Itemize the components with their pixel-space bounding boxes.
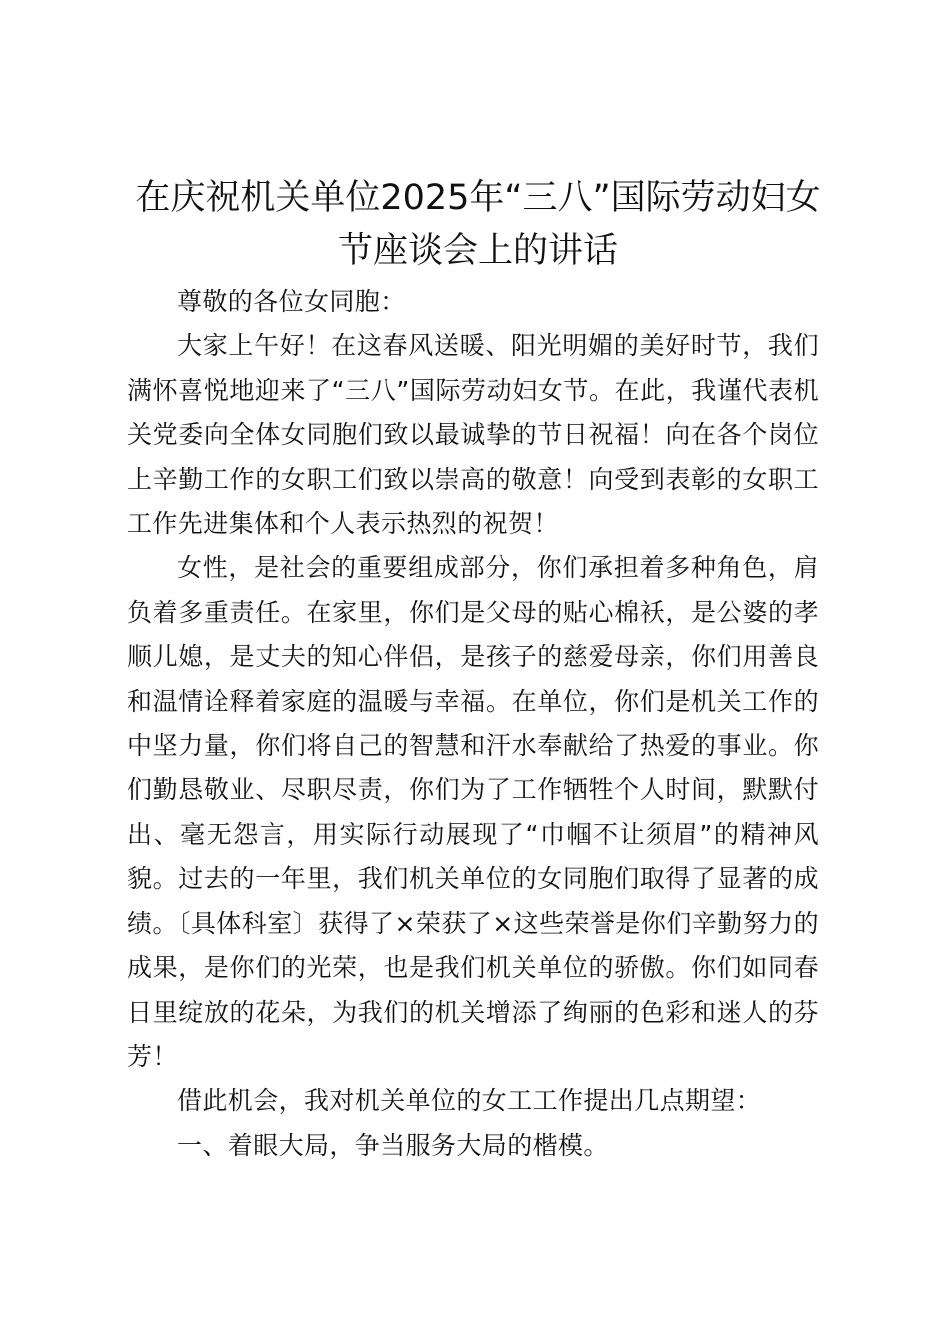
salutation: 尊敬的各位女同胞： <box>177 287 406 316</box>
section-heading-1: 一、着眼大局，争当服务大局的楷模。 <box>177 1130 609 1160</box>
document-title: 在庆祝机关单位2025年“三八”国际劳动妇女节座谈会上的讲话 <box>135 178 821 271</box>
paragraph-women-roles: 女性，是社会的重要组成部分，你们承担着多种角色，肩负着多重责任。在家里，你们是父母的贴心棉袄，是公婆的孝顺儿媳，是丈夫的知心伴侣，是孩子的慈爱母亲，你们用善良和温情诠释着家庭的温暖与幸福。在单位，你们是机关工作的中坚力量，你们将自己的智慧和汗水奉献给了热爱的事业。你们勤恳敬业、尽职尽责，你们为了工作牺牲个人时间，默默付出、毫无怨言，用实际行动展现了“巾帼不让须眉”的精神风貌。过去的一年里，我们机关单位的女同胞们取得了显著的成绩。〔具体科室〕获得了×荣获了×这些荣誉是你们辛勤努力的成果，是你们的光荣，也是我们机关单位的骄傲。你们如同春日里绽放的花朵，为我们的机关增添了绚丽的色彩和迷人的芬芳！ <box>127 553 819 1071</box>
paragraph-greeting: 大家上午好！在这春风送暖、阳光明媚的美好时节，我们满怀喜悦地迎来了“三八”国际劳动妇女节。在此，我谨代表机关党委向全体女同胞们致以最诚挚的节日祝福！向在各个岗位上辛勤工作的女职工们致以崇高的敬意！向受到表彰的女职工工作先进集体和个人表示热烈的祝贺！ <box>127 331 819 539</box>
paragraph-expectations-intro: 借此机会，我对机关单位的女工工作提出几点期望： <box>177 1086 762 1116</box>
document-body <box>127 280 819 1168</box>
